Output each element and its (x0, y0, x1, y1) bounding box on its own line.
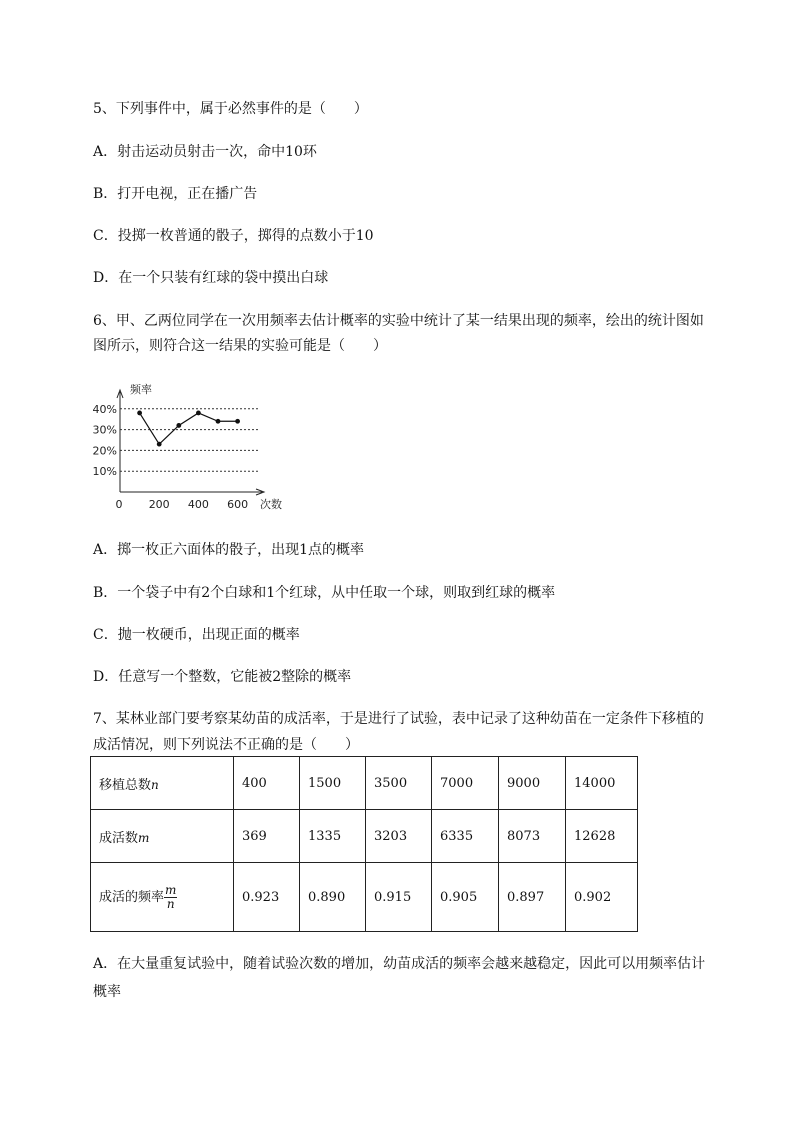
data-point (235, 419, 240, 424)
q5-option-d: D．在一个只装有红球的袋中摸出白球 (93, 270, 329, 286)
q5-option-a: A．射击运动员射击一次，命中10环 (93, 144, 317, 160)
row-label-frequency (91, 863, 234, 932)
table-row-frequency (91, 863, 638, 932)
table-cell: 0.902 (566, 863, 638, 932)
y-tick-label: 30% (92, 423, 117, 437)
table-cell: 9000 (499, 757, 566, 810)
var-n: n (151, 777, 159, 792)
table-cell: 1500 (300, 757, 366, 810)
q6-stem-line1: 6、甲、乙两位同学在一次用频率去估计概率的实验中统计了某一结果出现的频率，绘出的统计图如 (93, 313, 704, 329)
table-cell: 12628 (566, 810, 638, 863)
q6-option-a: A．掷一枚正六面体的骰子，出现1点的概率 (93, 542, 365, 558)
fraction-denominator: n (166, 896, 175, 911)
table-cell: 0.915 (366, 863, 432, 932)
x-tick-label: 0 (115, 498, 123, 511)
table-cell: 7000 (432, 757, 499, 810)
chart-series (137, 411, 240, 447)
q6-option-b: B．一个袋子中有2个白球和1个红球，从中任取一个球，则取到红球的概率 (93, 585, 556, 601)
row-label-text: 成活的频率 (99, 889, 165, 905)
x-tick-label: 200 (148, 498, 170, 511)
chart-x-ticks (116, 498, 249, 511)
table-cell: 3500 (366, 757, 432, 810)
x-tick-label: 400 (187, 498, 209, 511)
y-tick-label: 20% (92, 444, 117, 458)
data-point (176, 423, 181, 428)
var-m: m (138, 830, 150, 845)
row-label-text: 移植总数 (99, 777, 152, 793)
chart-y-ticks (93, 403, 117, 478)
q7-option-a-line2: 概率 (93, 984, 121, 1000)
q7-stem-line2: 成活情况，则下列说法不正确的是（ ） (93, 737, 359, 753)
row-label-survived (91, 810, 234, 863)
frequency-line-chart (88, 378, 288, 518)
q7-option-a-line1: A．在大量重复试验中，随着试验次数的增加，幼苗成活的频率会越来越稳定，因此可以用频率估计 (93, 956, 706, 972)
seedling-survival-table (90, 756, 638, 932)
q6-option-d: D．任意写一个整数，它能被2整除的概率 (93, 669, 352, 685)
fraction-m-over-n (164, 884, 177, 911)
q5-option-c: C．投掷一枚普通的骰子，掷得的点数小于10 (93, 228, 374, 244)
row-label-total (91, 757, 234, 810)
chart-x-label: 次数 (260, 498, 282, 511)
table-cell: 0.890 (300, 863, 366, 932)
q5-stem: 5、下列事件中，属于必然事件的是（ ） (93, 101, 368, 117)
chart-y-label: 频率 (130, 383, 152, 396)
table-cell: 0.923 (234, 863, 300, 932)
q7-stem-line1: 7、某林业部门要考察某幼苗的成活率，于是进行了试验，表中记录了这种幼苗在一定条件下移植的 (93, 711, 704, 727)
table-cell: 6335 (432, 810, 499, 863)
table-cell: 1335 (300, 810, 366, 863)
table-row-total (91, 757, 638, 810)
data-point (157, 442, 162, 447)
table-cell: 400 (234, 757, 300, 810)
data-point (216, 419, 221, 424)
row-label-text: 成活数 (99, 830, 139, 846)
table-cell: 8073 (499, 810, 566, 863)
q5-option-b: B．打开电视，正在播广告 (93, 186, 258, 202)
table-cell: 3203 (366, 810, 432, 863)
series-line (140, 413, 238, 444)
table-cell: 0.897 (499, 863, 566, 932)
q6-option-c: C．抛一枚硬币，出现正面的概率 (93, 627, 300, 643)
fraction-numerator: m (165, 882, 177, 897)
chart-axes (117, 390, 264, 495)
x-tick-label: 600 (227, 498, 249, 511)
y-tick-label: 10% (92, 465, 117, 479)
table-cell: 14000 (566, 757, 638, 810)
table-cell: 369 (234, 810, 300, 863)
data-point (137, 411, 142, 416)
q6-stem-line2: 图所示，则符合这一结果的实验可能是（ ） (93, 338, 387, 354)
data-point (196, 411, 201, 416)
y-tick-label: 40% (92, 402, 117, 416)
table-cell: 0.905 (432, 863, 499, 932)
table-row-survived (91, 810, 638, 863)
